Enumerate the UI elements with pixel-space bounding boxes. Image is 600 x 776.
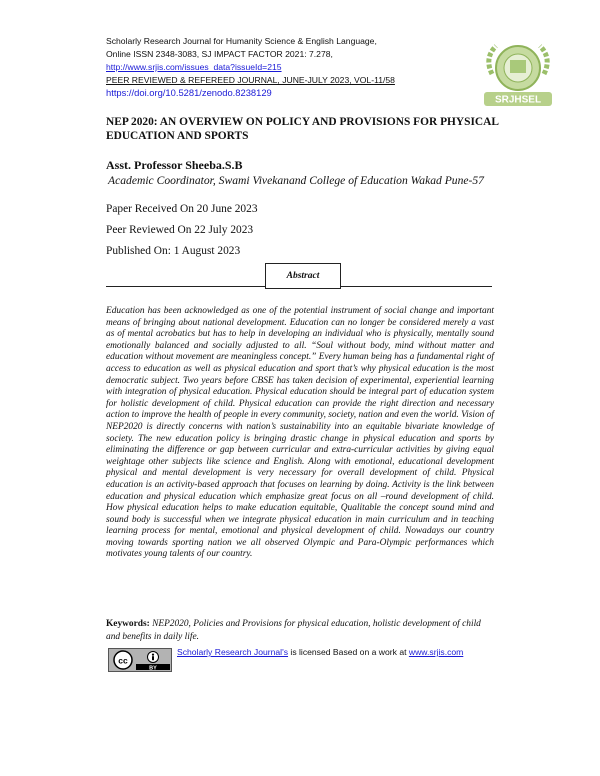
license-text: is licensed Based on a work at [288, 647, 409, 657]
keywords-label: Keywords: [106, 619, 150, 629]
journal-link[interactable]: Scholarly Research Journal's [177, 647, 289, 657]
journal-name: Scholarly Research Journal for Humanity Science & English Language, [106, 36, 377, 46]
author-name: Asst. Professor Sheeba.S.B [106, 158, 243, 172]
license-line [177, 647, 463, 657]
abstract-heading: Abstract [265, 263, 341, 289]
paper-title: NEP 2020: AN OVERVIEW ON POLICY AND PROVISIONS FOR PHYSICAL EDUCATION AND SPORTS [106, 116, 499, 142]
received-date: Paper Received On 20 June 2023 [106, 203, 258, 215]
keywords [106, 618, 494, 643]
author-affiliation: Academic Coordinator, Swami Vivekanand College of Education Wakad Pune-57 [108, 174, 484, 187]
journal-volume: PEER REVIEWED & REFEREED JOURNAL, JUNE-JULY 2023, VOL-11/58 [106, 75, 395, 85]
abstract-body: Education has been acknowledged as one of the potential instrument of social change and important means of bringing about national development. Education can no longer be considered merely a vast as of mental acrobatics but has to help in developing an individual who is physically, mentally sound emotionally balanced and socially adjusted to all. “Soul without body, mind without matter and education without movement are meaningless concept.” Every human being has a fundamental right of access to education as well as physical education and sport that’s why physical education is the most democratic subject. Two years before CBSE has taken decision of experimental, experiential learning with integration of physical education. Physical education should be integral part of education system for holistic development of child. Physical education can provide the right direction and necessary action to improve the health of people in every community, society, nation and even the world. Vision of NEP2020 is directly concerns with nation’s sustainability into an equitable bivariate knowledge of society. The new education policy is bringing drastic change in physical education and sports by eliminating the difference or gap between curricular and extra-curricular activities by giving equal weightage other subjects like science and English. Along with emotional, educational development physical and mental development is very necessary for overall development of child. Physical education is an activity-based approach that focuses on learning by doing. Activity is the link between education and physical education which emphasize great focus on all –round development of child. How physical education helps to make education equitable, Qualitable the concept sound mind and sound body is successful when we integrate physical education in main curriculum and in teaching learning process for mental, emotional and physical development of child. Nowadays our country moving towards sporting nation we all observed Olympic and Para-Olympic performances which motivates young talents of our country. [106, 306, 494, 560]
journal-issn: Online ISSN 2348-3083, SJ IMPACT FACTOR 2021: 7.278, [106, 49, 333, 59]
logo-text: SRJHSEL [494, 94, 542, 106]
journal-logo [470, 40, 566, 110]
published-date: Published On: 1 August 2023 [106, 245, 241, 257]
keywords-text: NEP2020, Policies and Provisions for physical education, holistic development of child and benefits in daily life. [106, 619, 481, 642]
reviewed-date: Peer Reviewed On 22 July 2023 [106, 224, 254, 236]
cc-by-license-icon[interactable] [108, 648, 172, 672]
site-link[interactable]: www.srjis.com [408, 647, 464, 657]
svg-text:cc: cc [118, 655, 128, 666]
issue-url-link[interactable]: http://www.srjis.com/issues_data?issueId=215 [106, 62, 282, 72]
cc-by-text: BY [149, 665, 157, 672]
doi-link[interactable]: https://doi.org/10.5281/zenodo.8238129 [106, 87, 272, 98]
